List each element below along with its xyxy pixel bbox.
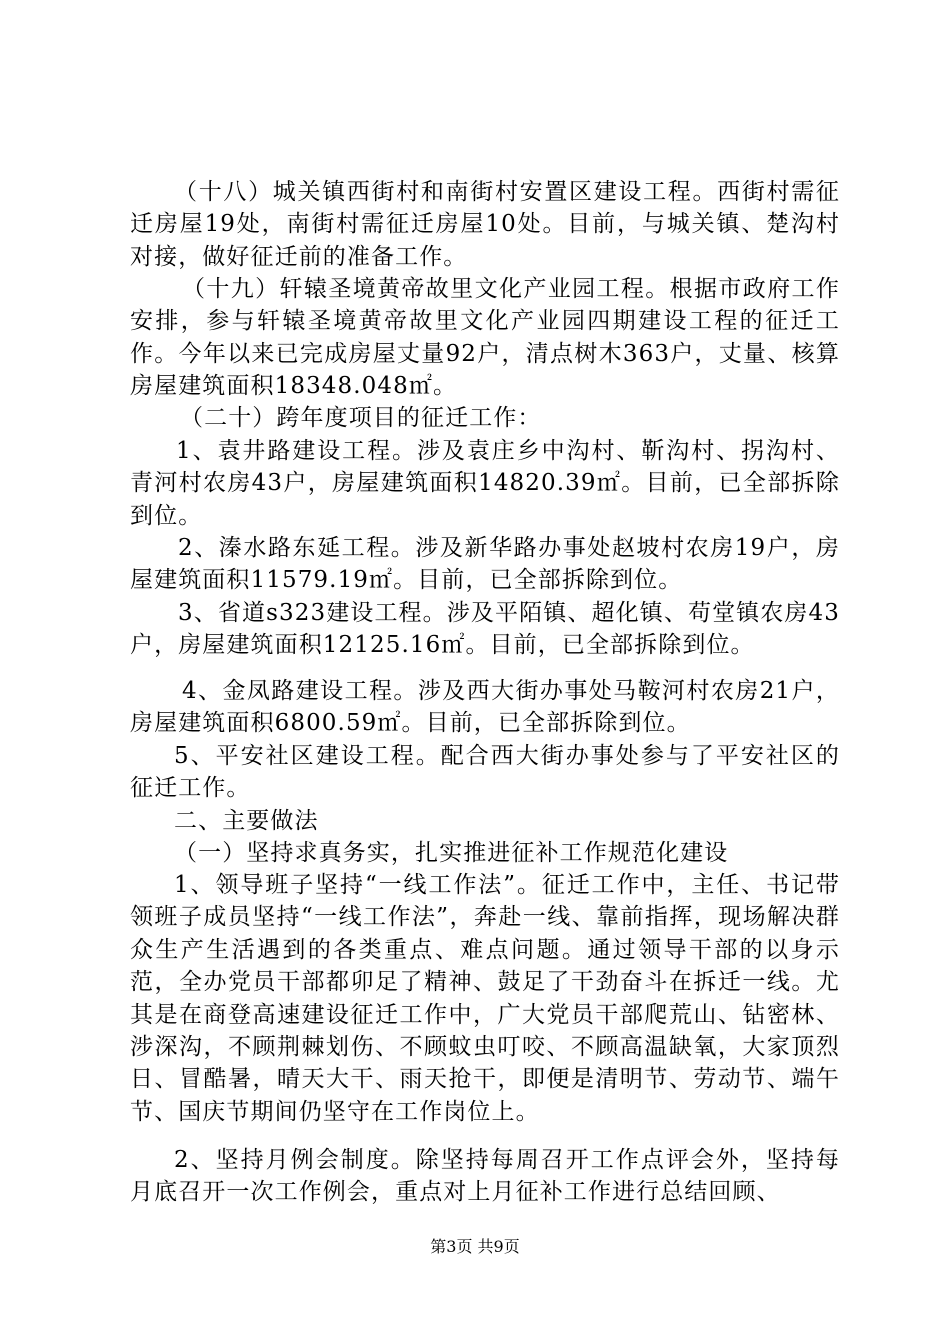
paragraph-project-5: 5、平安社区建设工程。配合西大街办事处参与了平安社区的征迁工作。 — [130, 743, 840, 802]
paragraph-project-2: 2、溱水路东延工程。涉及新华路办事处赵坡村农房19户，房屋建筑面积11579.19㎡。目前，已全部拆除到位。 — [130, 535, 840, 594]
paragraph-item-18: （十八）城关镇西街村和南街村安置区建设工程。西街村需征迁房屋19处，南街村需征迁房屋10处。目前，与城关镇、楚沟村对接，做好征迁前的准备工作。 — [130, 179, 840, 270]
page-footer: 第3页 共9页 — [430, 1237, 520, 1256]
paragraph-project-3: 3、省道s323建设工程。涉及平陌镇、超化镇、苟堂镇农房43户，房屋建筑面积12125.16㎡。目前，已全部拆除到位。 — [130, 600, 840, 659]
paragraph-method-1: 1、领导班子坚持“一线工作法”。征迁工作中，主任、书记带领班子成员坚持“一线工作法”，奔赴一线、靠前指挥，现场解决群众生产生活遇到的各类重点、难点问题。通过领导干部的以身示范，全办党员干部都卯足了精神、鼓足了干劲奋斗在拆迁一线。尤其是在商登高速建设征迁工作中，广大党员干部爬荒山、钻密林、涉深沟，不顾荆棘划伤、不顾蚊虫叮咬、不顾高温缺氧，大家顶烈日、冒酷暑，晴天大干、雨天抢干，即便是清明节、劳动节、端午节、国庆节期间仍坚守在工作岗位上。 — [130, 872, 840, 1125]
paragraph-item-20: （二十）跨年度项目的征迁工作： — [180, 405, 542, 431]
paragraph-project-4: 4、金凤路建设工程。涉及西大街办事处马鞍河村农房21户，房屋建筑面积6800.59㎡。目前，已全部拆除到位。 — [130, 678, 840, 737]
paragraph-project-1: 1、袁井路建设工程。涉及袁庄乡中沟村、靳沟村、拐沟村、青河村农房43户，房屋建筑面积14820.39㎡。目前，已全部拆除到位。 — [130, 438, 840, 529]
section-heading-main-methods: 二、主要做法 — [174, 808, 319, 834]
paragraph-method-2: 2、坚持月例会制度。除坚持每周召开工作点评会外，坚持每月底召开一次工作例会，重点对上月征补工作进行总结回顾、 — [130, 1147, 840, 1206]
subsection-heading-1: （一）坚持求真务实，扎实推进征补工作规范化建设 — [174, 840, 729, 866]
paragraph-item-19: （十九）轩辕圣境黄帝故里文化产业园工程。根据市政府工作安排，参与轩辕圣境黄帝故里文化产业园四期建设工程的征迁工作。今年以来已完成房屋丈量92户，清点树木363户，丈量、核算房屋建筑面积18348.048㎡。 — [130, 276, 840, 400]
